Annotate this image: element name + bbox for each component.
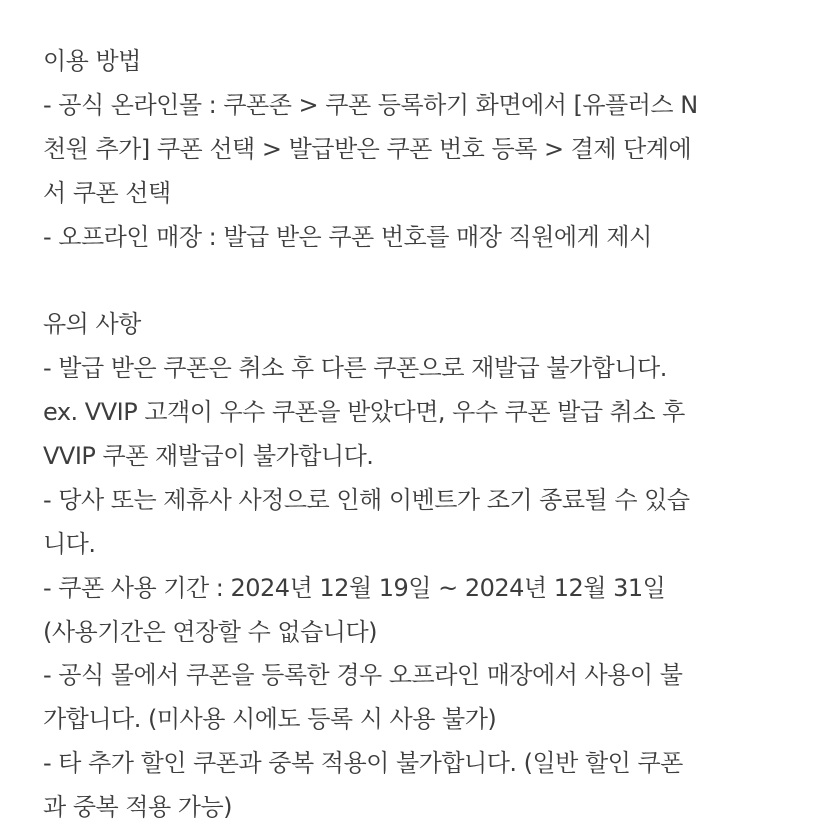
section-heading-caution: 유의 사항 — [43, 310, 141, 339]
caution-line: - 쿠폰 사용 기간 : 2024년 12월 19일 ~ 2024년 12월 31일 — [43, 573, 666, 602]
caution-line: 가합니다. (미사용 시에도 등록 시 사용 불가) — [43, 705, 497, 734]
caution-line: - 타 추가 할인 쿠폰과 중복 적용이 불가합니다. (일반 할인 쿠폰 — [43, 749, 683, 778]
section-spacer — [43, 259, 783, 303]
caution-line: ex. VVIP 고객이 우수 쿠폰을 받았다면, 우수 쿠폰 발급 취소 후 — [43, 398, 685, 427]
notice-document — [43, 40, 783, 830]
usage-section — [43, 40, 783, 259]
caution-line: - 발급 받은 쿠폰은 취소 후 다른 쿠폰으로 재발급 불가합니다. — [43, 354, 667, 383]
caution-line: - 당사 또는 제휴사 사정으로 인해 이벤트가 조기 종료될 수 있습 — [43, 485, 690, 514]
usage-line: - 공식 온라인몰 : 쿠폰존 > 쿠폰 등록하기 화면에서 [유플러스 N — [43, 90, 698, 119]
caution-line: - 공식 몰에서 쿠폰을 등록한 경우 오프라인 매장에서 사용이 불 — [43, 661, 683, 690]
usage-line: 천원 추가] 쿠폰 선택 > 발급받은 쿠폰 번호 등록 > 결제 단계에 — [43, 134, 692, 163]
caution-section — [43, 303, 783, 830]
usage-line: - 오프라인 매장 : 발급 받은 쿠폰 번호를 매장 직원에게 제시 — [43, 222, 652, 251]
section-heading-usage: 이용 방법 — [43, 47, 141, 75]
caution-line: 니다. — [43, 529, 96, 558]
caution-line: 과 중복 적용 가능) — [43, 793, 233, 822]
usage-line: 서 쿠폰 선택 — [43, 178, 171, 207]
caution-line: (사용기간은 연장할 수 없습니다) — [43, 617, 378, 646]
caution-line: VVIP 쿠폰 재발급이 불가합니다. — [43, 442, 374, 471]
